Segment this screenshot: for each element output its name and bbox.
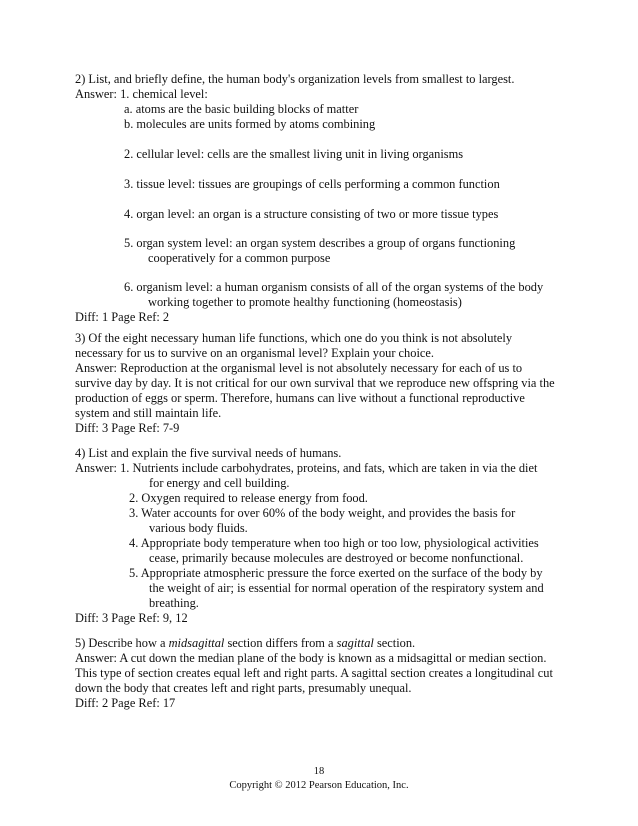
q5-term-midsagittal: midsagittal	[168, 636, 225, 650]
q4-answer-5c: breathing.	[149, 596, 199, 610]
q2-answer-4: 4. organ level: an organ is a structure consisting of two or more tissue types	[124, 207, 499, 221]
q3-answer-4: system and still maintain life.	[75, 406, 222, 420]
q4-answer-5b: the weight of air; is essential for normal operation of the respiratory system and	[149, 581, 544, 595]
q5-term-sagittal: sagittal	[336, 636, 374, 650]
q4-answer-1a: Answer: 1. Nutrients include carbohydrates, proteins, and fats, which are taken in via the diet	[75, 461, 538, 475]
q5-answer-2: This type of section creates equal left and right parts. A sagittal section creates a longitudinal cut	[75, 666, 553, 680]
q3-meta: Diff: 3 Page Ref: 7-9	[75, 421, 180, 435]
q4-question: 4) List and explain the five survival needs of humans.	[75, 446, 342, 460]
copyright-notice: Copyright © 2012 Pearson Education, Inc.	[229, 780, 409, 791]
q2-answer-2: 2. cellular level: cells are the smallest living unit in living organisms	[124, 147, 464, 161]
q2-answer-5b: cooperatively for a common purpose	[148, 251, 331, 265]
q2-question: 2) List, and briefly define, the human body's organization levels from smallest to largest.	[75, 72, 515, 86]
q3-question-1: 3) Of the eight necessary human life functions, which one do you think is not absolutely	[75, 331, 513, 345]
q4-answer-4a: 4. Appropriate body temperature when too high or too low, physiological activities	[129, 536, 539, 550]
q4-answer-5a: 5. Appropriate atmospheric pressure the force exerted on the surface of the body by	[129, 566, 543, 580]
q4-answer-3a: 3. Water accounts for over 60% of the body weight, and provides the basis for	[129, 506, 516, 520]
q4-answer-2: 2. Oxygen required to release energy from food.	[129, 491, 368, 505]
q5-answer-3: down the body that creates left and right parts, presumably unequal.	[75, 681, 412, 695]
q4-answer-4b: cease, primarily because molecules are destroyed or become nonfunctional.	[149, 551, 524, 565]
q3-answer-3: production of eggs or sperm. Therefore, humans can live without a functional reproductive	[75, 391, 525, 405]
q2-meta: Diff: 1 Page Ref: 2	[75, 310, 170, 324]
q3-question-2: necessary for us to survive on an organismal level? Explain your choice.	[75, 346, 434, 360]
q4-answer-1b: for energy and cell building.	[149, 476, 290, 490]
q5-question	[75, 636, 415, 651]
q4-answer-3b: various body fluids.	[149, 521, 248, 535]
q3-answer-2: survive day by day. It is not critical for our own survival that we reproduce new offspring via the	[75, 376, 555, 390]
page-number: 18	[313, 766, 325, 777]
q5-question-mid: section differs from a	[224, 636, 337, 650]
q2-answer-6a: 6. organism level: a human organism consists of all of the organ systems of the body	[124, 280, 544, 294]
q5-answer-1: Answer: A cut down the median plane of the body is known as a midsagittal or median section.	[75, 651, 547, 665]
q5-question-pre: 5) Describe how a	[75, 636, 169, 650]
q2-answer-1a: a. atoms are the basic building blocks of matter	[124, 102, 359, 116]
q4-meta: Diff: 3 Page Ref: 9, 12	[75, 611, 188, 625]
q2-answer-3: 3. tissue level: tissues are groupings of cells performing a common function	[124, 177, 500, 191]
q2-answer-1: Answer: 1. chemical level:	[75, 87, 208, 101]
q2-answer-1b: b. molecules are units formed by atoms combining	[124, 117, 376, 131]
q5-question-post: section.	[373, 636, 416, 650]
q3-answer-1: Answer: Reproduction at the organismal level is not absolutely necessary for each of us to	[75, 361, 523, 375]
q2-answer-5a: 5. organ system level: an organ system describes a group of organs functioning	[124, 236, 516, 250]
q2-answer-6b: working together to promote healthy functioning (homeostasis)	[148, 295, 462, 309]
q5-meta: Diff: 2 Page Ref: 17	[75, 696, 176, 710]
